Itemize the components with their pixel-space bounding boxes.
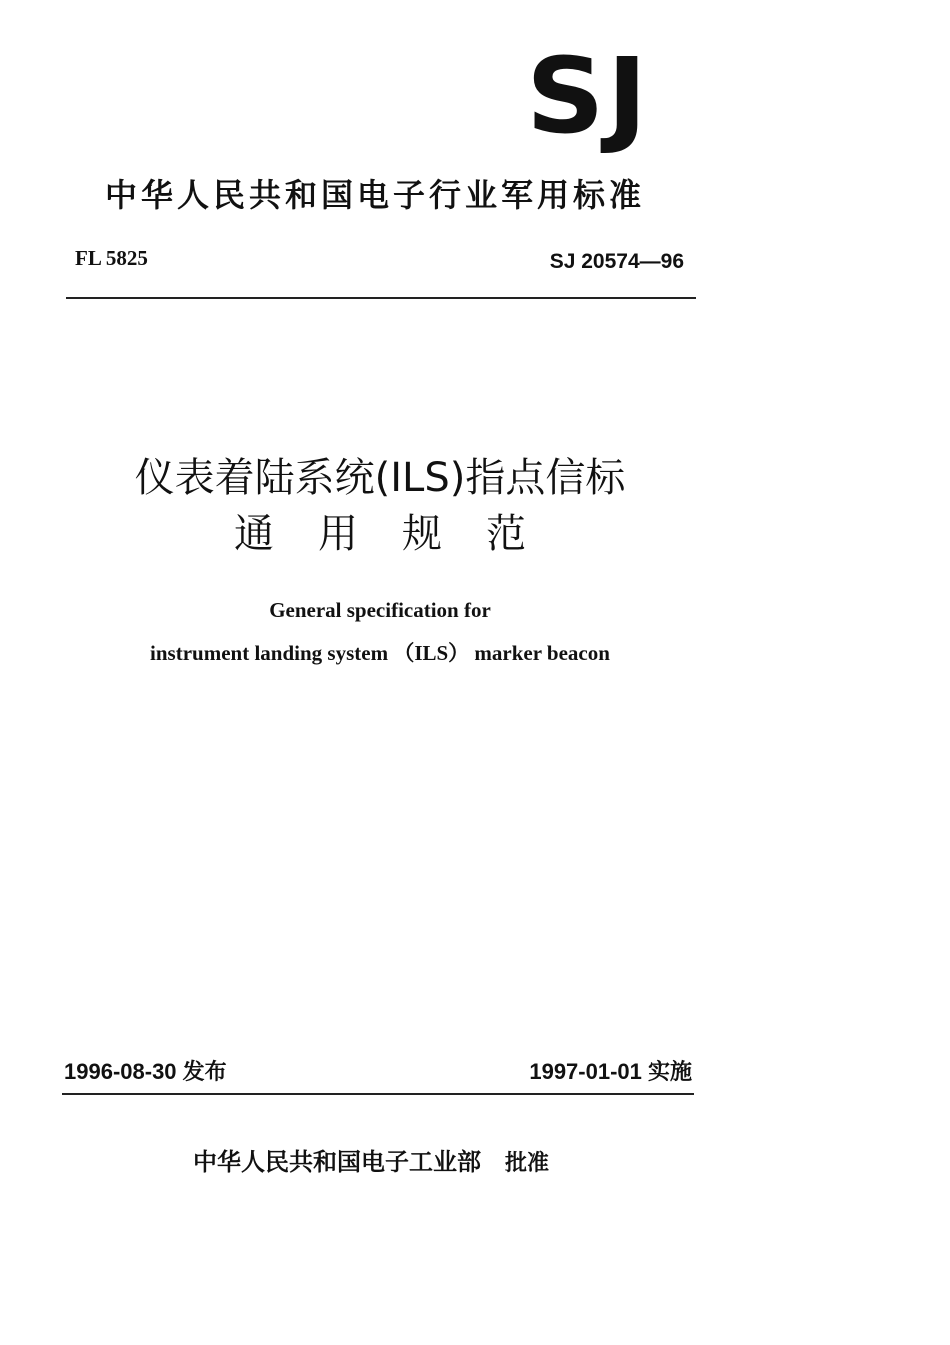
approver-name: 中华人民共和国电子工业部 bbox=[193, 1148, 481, 1176]
standard-number: SJ 20574—96 bbox=[549, 250, 684, 273]
title-cn-line1: 仪表着陆系统(ILS)指点信标 bbox=[134, 455, 626, 501]
issue-date: 1996-08-30 发布 bbox=[64, 1059, 227, 1084]
title-en-line1: General specification for bbox=[269, 598, 491, 622]
approver-line bbox=[193, 1142, 549, 1177]
title-en-line2: instrument landing system （ILS） marker beacon bbox=[150, 641, 610, 665]
sj-logo: SJ bbox=[526, 35, 650, 157]
bottom-divider bbox=[62, 1093, 694, 1095]
classification-code: FL 5825 bbox=[75, 246, 148, 270]
top-divider bbox=[66, 297, 696, 299]
approver-suffix: 批准 bbox=[505, 1151, 550, 1176]
implementation-date: 1997-01-01 实施 bbox=[529, 1059, 692, 1084]
title-cn-line2: 通用规范 bbox=[234, 511, 570, 557]
standard-type-heading: 中华人民共和国电子行业军用标准 bbox=[105, 176, 646, 214]
